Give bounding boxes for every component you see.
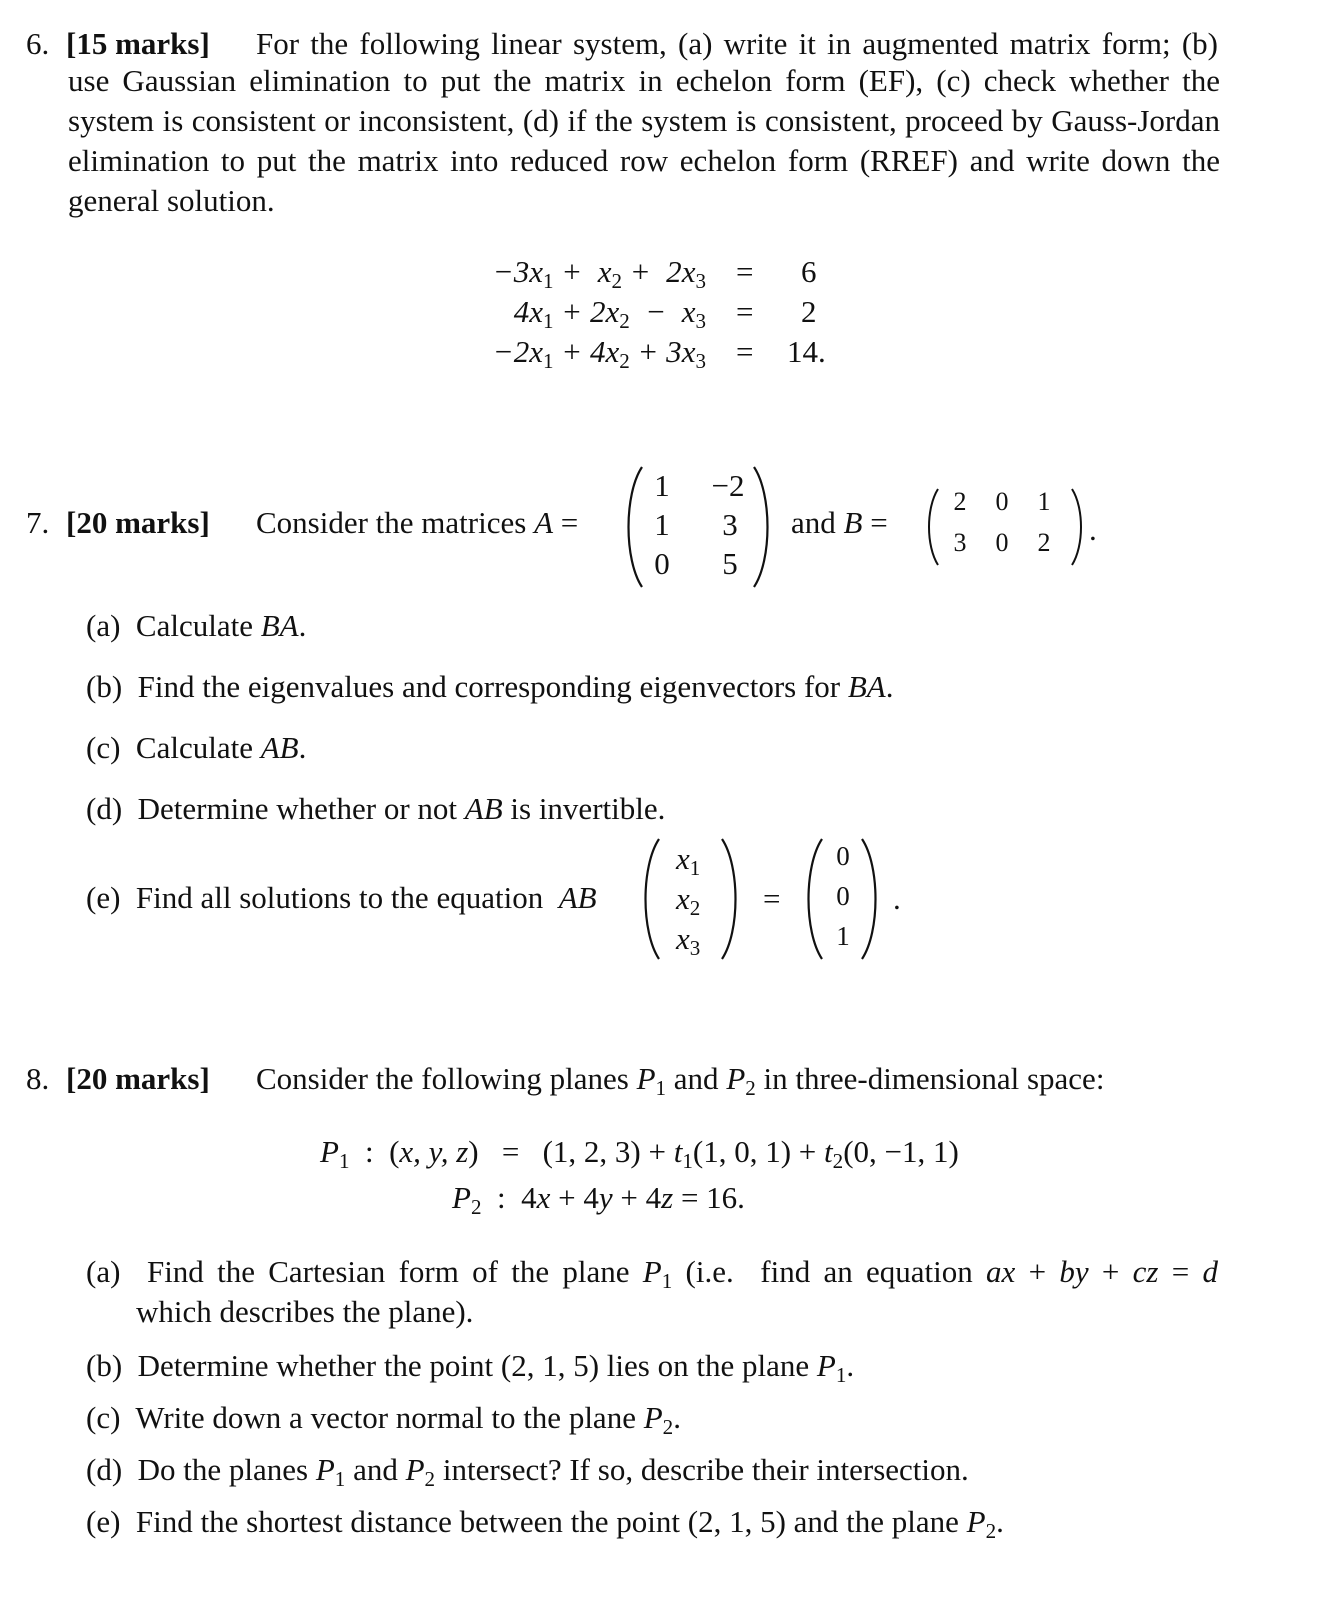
q7-part-d: (d) Determine whether or not AB is invertible. bbox=[86, 791, 666, 826]
q6-eq1-lhs: $-3x_1 + x_2 + 2x_3$ bbox=[492, 254, 706, 293]
q8-part-c: (c) Write down a vector normal to the plane $P_2$. bbox=[86, 1400, 681, 1439]
q8-part-a-line2: which describes the plane). bbox=[136, 1294, 474, 1329]
matrix-b-cell: 1 bbox=[1037, 487, 1051, 516]
q6-eq2-eq: = bbox=[736, 294, 754, 329]
matrix-b-period: . bbox=[1089, 512, 1097, 547]
matrix-b-left-paren bbox=[922, 486, 942, 568]
q8-plane2: $P_2$ : 4x + 4y + 4z = 16. bbox=[452, 1180, 745, 1219]
q6-eq1-eq: = bbox=[736, 254, 754, 289]
vector-x-left-paren bbox=[637, 836, 663, 962]
matrix-a-cell: 3 bbox=[722, 507, 738, 542]
vector-rhs-entry: 0 bbox=[836, 841, 850, 871]
q7-and-b: and B = bbox=[791, 505, 888, 540]
matrix-b-cell: 0 bbox=[995, 528, 1009, 557]
q6-eq3-rhs: 14. bbox=[787, 334, 826, 369]
q6-number: 6. bbox=[26, 26, 50, 61]
matrix-a-cell: 5 bbox=[722, 546, 738, 581]
matrix-b-right-paren bbox=[1068, 486, 1088, 568]
q6-marks: [15 marks] bbox=[66, 26, 210, 61]
q6-eq1-rhs: 6 bbox=[801, 254, 817, 289]
vector-x-right-paren bbox=[718, 836, 744, 962]
q6-eq2-rhs: 2 bbox=[801, 294, 817, 329]
vector-rhs-period: . bbox=[893, 881, 901, 916]
q8-plane1: $P_1$ : (x, y, z) = (1, 2, $3) + t_1(1$, 0, $1) + t_2(0$, −1, 1) bbox=[320, 1134, 959, 1173]
matrix-a-cell: 0 bbox=[654, 546, 670, 581]
vector-x-entry: $x_3$ bbox=[676, 921, 701, 960]
q7-part-e: (e) Find all solutions to the equation AB bbox=[86, 880, 597, 915]
matrix-a-cell: 1 bbox=[654, 507, 670, 542]
q6-text-line1: For the following linear system, (a) write it in augmented matrix form; (b) bbox=[256, 26, 1218, 61]
matrix-b-cell: 3 bbox=[953, 528, 967, 557]
q8-part-e: (e) Find the shortest distance between the point (2, 1, 5) and the plane $P_2$. bbox=[86, 1504, 1004, 1543]
q6-text-body: use Gaussian elimination to put the matrix in echelon form (EF), (c) check whether the system is consistent or inconsistent, (d) if the system is consistent, proceed by Gauss-Jordan elimination to put the matrix into reduced row echelon form (RREF) and write down the general solution. bbox=[68, 63, 1220, 218]
q8-part-b: (b) Determine whether the point (2, 1, 5) lies on the plane $P_1$. bbox=[86, 1348, 855, 1387]
q6-eq2-lhs: $4x_1 + 2x_2 - x_3$ bbox=[513, 294, 706, 333]
q7-part-a: (a) Calculate BA. bbox=[86, 608, 307, 643]
q8-part-d: (d) Do the planes $P_1$ and $P_2$ intersect? If so, describe their intersection. bbox=[86, 1452, 969, 1491]
q6-eq3-eq: = bbox=[736, 334, 754, 369]
q7-marks: [20 marks] bbox=[66, 505, 210, 540]
q8-marks: [20 marks] bbox=[66, 1061, 210, 1096]
matrix-b-cell: 2 bbox=[1037, 528, 1051, 557]
vector-x-entry: $x_2$ bbox=[676, 881, 701, 920]
vector-rhs-entry: 0 bbox=[836, 881, 850, 911]
vector-x-entry: $x_1$ bbox=[676, 841, 701, 880]
q7-intro: Consider the matrices A = bbox=[256, 505, 579, 540]
q6-eq3-lhs: $-2x_1 + 4x_2 + 3x_3$ bbox=[492, 334, 706, 373]
matrix-b-cell: 2 bbox=[953, 487, 967, 516]
matrix-b-cell: 0 bbox=[995, 487, 1009, 516]
q7-part-b: (b) Find the eigenvalues and corresponding eigenvectors for BA. bbox=[86, 669, 894, 704]
matrix-a-cell: 1 bbox=[654, 468, 670, 503]
q7-equals: = bbox=[763, 881, 781, 916]
q8-part-a-line1: (a) Find the Cartesian form of the plane $P_1$ (i.e. find an equation ax + by + cz = d bbox=[86, 1254, 1219, 1293]
matrix-a-right-paren bbox=[750, 464, 776, 590]
matrix-a-cell: −2 bbox=[711, 468, 745, 503]
q7-number: 7. bbox=[26, 505, 50, 540]
q7-part-c: (c) Calculate AB. bbox=[86, 730, 307, 765]
q8-intro: Consider the following planes $P_1$ and $P_2$ in three-dimensional space: bbox=[256, 1061, 1105, 1100]
q8-number: 8. bbox=[26, 1061, 50, 1096]
vector-rhs-right-paren bbox=[858, 836, 884, 962]
vector-rhs-entry: 1 bbox=[836, 921, 850, 951]
